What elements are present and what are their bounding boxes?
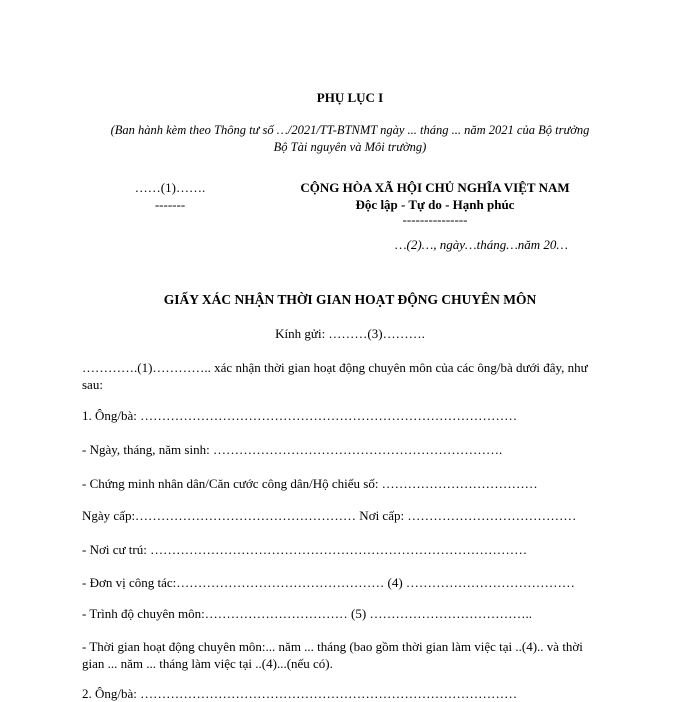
issued-note-line1: (Ban hành kèm theo Thông tư số …/2021/TT-BTNMT ngày ... tháng ... năm 2021 của Bộ trưởng <box>110 123 590 137</box>
date-of-birth-field: - Ngày, tháng, năm sinh: …………………………………………………………. <box>82 442 503 457</box>
intro-text-line1: ………….(1)………….. xác nhận thời gian hoạt động chuyên môn của các ông/bà dưới đây, như <box>82 360 588 375</box>
header-right-rule: --------------- <box>402 212 468 227</box>
issued-note-line2: Bộ Tài nguyên và Môi trường) <box>273 140 427 154</box>
work-duration-line1: - Thời gian hoạt động chuyên môn:... năm ... tháng (bao gồm thời gian làm việc tại ..(4).. và thời <box>82 639 583 654</box>
recipient-line: Kính gửi: ………(3)………. <box>275 326 425 341</box>
national-motto: Độc lập - Tự do - Hạnh phúc <box>355 197 515 212</box>
national-title: CỘNG HÒA XÃ HỘI CHỦ NGHĨA VIỆT NAM <box>300 180 570 195</box>
person-1-name-field: 1. Ông/bà: …………………………………………………………………………… <box>82 408 518 423</box>
work-duration-line2: gian ... năm ... tháng làm việc tại ..(4)...(nếu có). <box>82 656 333 671</box>
appendix-title: PHỤ LỤC I <box>316 90 384 105</box>
document-title: GIẤY XÁC NHẬN THỜI GIAN HOẠT ĐỘNG CHUYÊN MÔN <box>163 292 537 307</box>
place-and-date: …(2)…, ngày…tháng…năm 20… <box>395 237 568 252</box>
header-left-rule: ------- <box>154 197 186 212</box>
workplace-field: - Đơn vị công tác:………………………………………… (4) ………………………………… <box>82 575 575 590</box>
person-2-name-field: 2. Ông/bà: …………………………………………………………………………… <box>82 686 518 701</box>
issue-date-place-field: Ngày cấp:…………………………………………… Nơi cấp: ………………………………… <box>82 508 577 523</box>
intro-text-line2: sau: <box>82 377 103 392</box>
residence-field: - Nơi cư trú: …………………………………………………………………………… <box>82 542 528 557</box>
qualification-field: - Trình độ chuyên môn:…………………………… (5) ……………………………….. <box>82 606 532 621</box>
issuing-organization: ……(1)……. <box>134 180 206 195</box>
id-number-field: - Chứng minh nhân dân/Căn cước công dân/Hộ chiếu số: ……………………………… <box>82 476 538 491</box>
